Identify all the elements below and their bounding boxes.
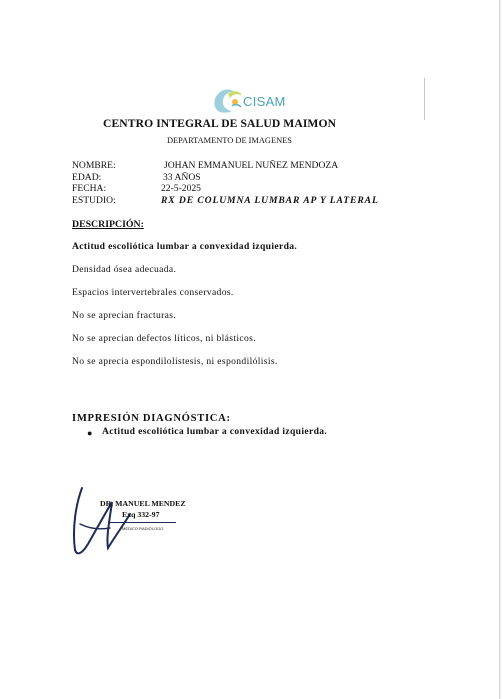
study-label: ESTUDIO: (72, 195, 116, 206)
description-title: DESCRIPCIÓN: (72, 219, 144, 230)
logo-tagline: · · · · · · · · · · · · · (236, 109, 259, 113)
description-line: No se aprecian fracturas. (72, 310, 177, 321)
name-label: NOMBRE: (72, 160, 116, 171)
description-line: Espacios intervertebrales conservados. (72, 287, 234, 298)
impression-item: Actitud escoliótica lumbar a convexidad izquierda. (102, 426, 328, 437)
description-line: Actitud escoliótica lumbar a convexidad izquierda. (72, 241, 298, 252)
age-label: EDAD: (72, 172, 102, 183)
date-value: 22-5-2025 (161, 183, 201, 194)
date-label: FECHA: (72, 183, 107, 194)
doctor-exequatur: Exq 332-97 (122, 510, 160, 519)
doctor-name: DR. MANUEL MENDEZ (100, 499, 186, 508)
study-value: RX DE COLUMNA LUMBAR AP Y LATERAL (161, 195, 379, 206)
description-line: No se aprecian defectos líticos, ni blásticos. (72, 333, 256, 344)
center-title: CENTRO INTEGRAL DE SALUD MAIMON (103, 117, 337, 130)
age-value: 33 AÑOS (163, 172, 201, 183)
description-line: No se aprecia espondilolistesis, ni espondilólisis. (72, 356, 278, 367)
description-line: Densidad ósea adecuada. (72, 264, 177, 275)
page-margin-line (424, 78, 425, 120)
department-title: DEPARTAMENTO DE IMAGENES (167, 136, 292, 145)
logo-wordmark: CISAM (243, 94, 286, 109)
name-value: JOHAN EMMANUEL NUÑEZ MENDOZA (164, 160, 339, 171)
signature-line (108, 522, 176, 523)
doctor-role: MÉDICO RADIÓLOGO (122, 526, 164, 531)
bullet-icon: ● (87, 428, 93, 438)
impression-title: IMPRESIÓN DIAGNÓSTICA: (72, 413, 231, 424)
